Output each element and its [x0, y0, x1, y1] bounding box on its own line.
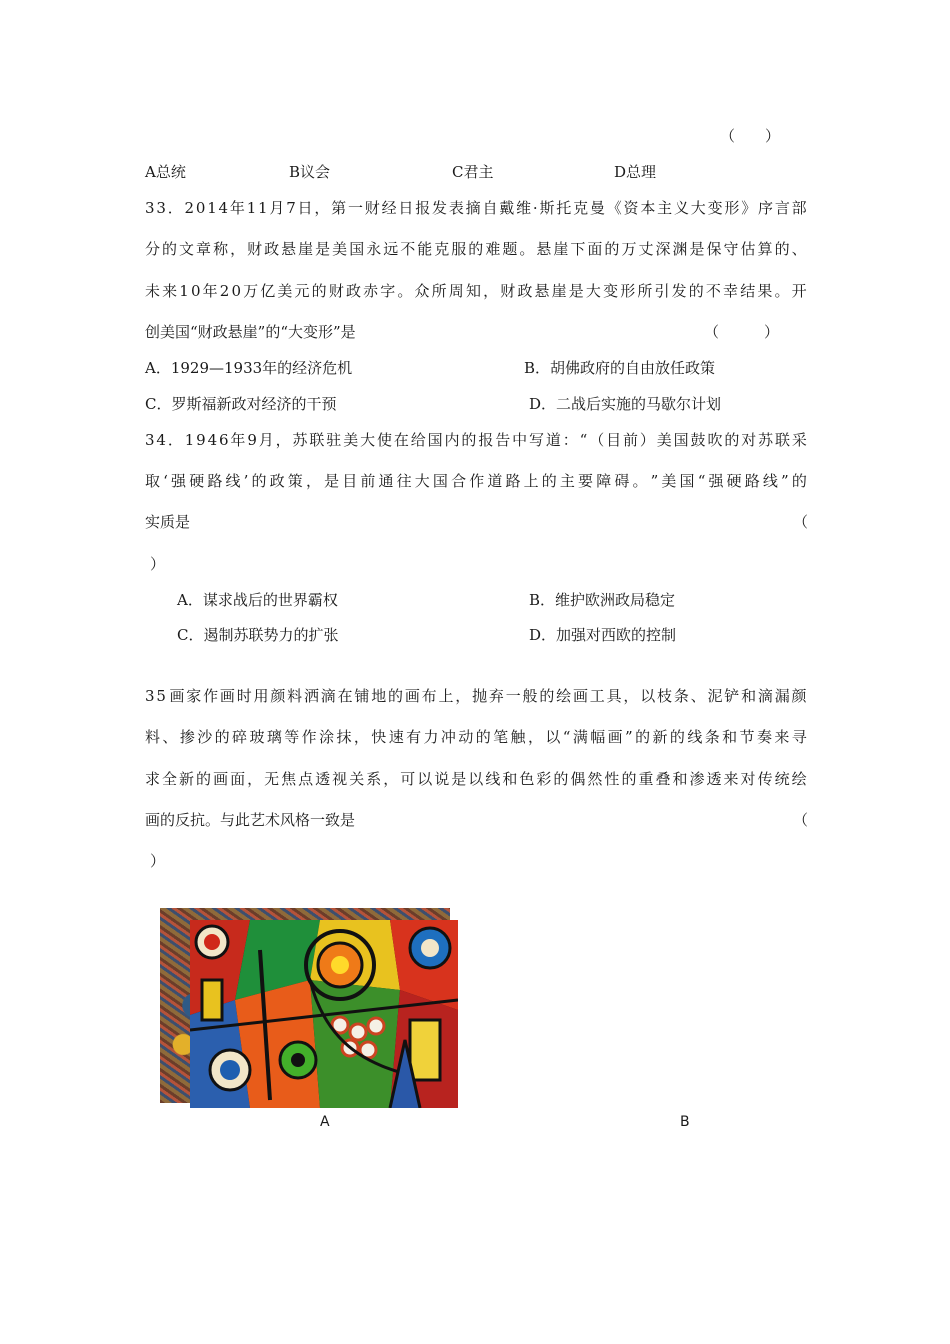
- q35-text-line-3: 求 全 新 的 画 面 ， 无 焦 点 透 视 关 系 ， 可 以 说 是 以 线 和 色 彩 的 偶 然 性 的 重 叠 和 渗 透 来 对 传 统 绘: [145, 770, 807, 788]
- q33-option-b: B．胡佛政府的自由放任政策: [524, 359, 716, 377]
- q34-option-c: C．遏制苏联势力的扩张: [177, 626, 339, 644]
- q32-option-d: D总理: [614, 163, 657, 181]
- q32-answer-bracket: （ ）: [720, 127, 781, 145]
- q33-text-line-3: 未 来 1 0 年 2 0 万 亿 美 元 的 财 政 赤 字 。 众 所 周 知 ， 财 政 悬 崖 是 大 变 形 所 引 发 的 不 幸 结 果 。 开: [145, 282, 807, 300]
- q33-option-a: A．1929—1933年的经济危机: [145, 359, 353, 377]
- image-caption-a: A: [320, 1114, 330, 1130]
- q35-text-line-1: 3 5 画 家 作 画 时 用 颜 料 洒 滴 在 铺 地 的 画 布 上 ， 抛 弃 一 般 的 绘 画 工 具 ， 以 枝 条 、 泥 铲 和 滴 漏 颜: [145, 687, 807, 705]
- q32-option-a: A总统: [145, 163, 186, 181]
- q33-answer-bracket: （ ）: [704, 323, 780, 341]
- q33-text-line-1: 3 3 ． 2 0 1 4 年 1 1 月 7 日 ， 第 一 财 经 日 报 发 表 摘 自 戴 维 · 斯 托 克 曼 《 资 本 主 义 大 变 形 》 序 言 部: [145, 199, 807, 217]
- abstract-painting-image: [190, 920, 458, 1108]
- q34-option-b: B．维护欧洲政局稳定: [529, 591, 676, 609]
- q34-text-line-1: 3 4 ． 1 9 4 6 年 9 月 ， 苏 联 驻 美 大 使 在 给 国 内 的 报 告 中 写 道 ： “ （ 目 前 ） 美 国 鼓 吹 的 对 苏 联 采: [145, 431, 807, 449]
- abstract-painting-svg: [190, 920, 458, 1108]
- q33-option-d: D．二战后实施的马歇尔计划: [529, 395, 722, 413]
- q34-text-line-2: 取 ‘ 强 硬 路 线 ’ 的 政 策 ， 是 目 前 通 往 大 国 合 作 道 路 上 的 主 要 障 碍 。 ” 美 国 “ 强 硬 路 线 ” 的: [145, 472, 807, 490]
- q34-option-d: D．加强对西欧的控制: [529, 626, 677, 644]
- q32-option-b: B议会: [289, 163, 331, 181]
- q32-option-c: C君主: [452, 163, 494, 181]
- q33-option-c: C．罗斯福新政对经济的干预: [145, 395, 337, 413]
- q35-text-line-2: 料 、 掺 沙 的 碎 玻 璃 等 作 涂 抹 ， 快 速 有 力 冲 动 的 笔 触 ， 以 “ 满 幅 画 ” 的 新 的 线 条 和 节 奏 来 寻: [145, 728, 807, 746]
- q35-bracket-open: （: [793, 811, 809, 829]
- q34-bracket-close: ）: [150, 555, 166, 573]
- q34-bracket-open: （: [793, 513, 809, 531]
- q34-option-a: A．谋求战后的世界霸权: [177, 591, 338, 609]
- q35-bracket-close: ）: [150, 852, 166, 870]
- q33-text-line-4: 创美国“财政悬崖”的“大变形”是: [145, 323, 356, 341]
- q33-text-line-2: 分 的 文 章 称 ， 财 政 悬 崖 是 美 国 永 远 不 能 克 服 的 难 题 。 悬 崖 下 面 的 万 丈 深 渊 是 保 守 估 算 的 、: [145, 240, 807, 258]
- q34-text-line-3: 实质是: [145, 513, 191, 531]
- q35-text-line-4: 画的反抗。与此艺术风格一致是: [145, 811, 356, 829]
- image-caption-b: B: [680, 1114, 690, 1130]
